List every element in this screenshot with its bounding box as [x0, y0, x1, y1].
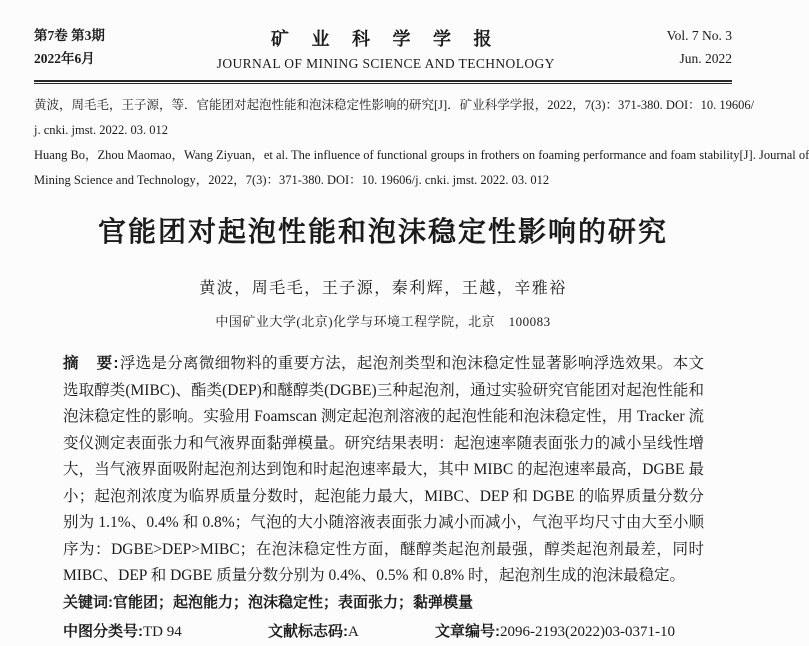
keywords-text: 官能团；起泡能力；泡沫稳定性；表面张力；黏弹模量 [113, 594, 474, 611]
citation-block [34, 93, 809, 193]
date-cn: 2022年6月 [34, 51, 95, 66]
keywords-line [63, 590, 704, 617]
journal-title-block [105, 24, 667, 72]
journal-title-cn: 矿 业 科 学 学 报 [270, 29, 501, 49]
clc-value: TD 94 [143, 623, 182, 640]
article-id-value: 2096-2193(2022)03-0371-10 [500, 623, 675, 640]
journal-title-en: JOURNAL OF MINING SCIENCE AND TECHNOLOGY [216, 56, 555, 71]
doc-code-value: A [348, 623, 359, 640]
citation-cn-line1: 黄波，周毛毛，王子源，等．官能团对起泡性能和泡沫稳定性影响的研究[J]．矿业科学学报，2022，7(3)：371-380. DOI：10. 19606/ [34, 98, 755, 112]
affiliation-line: 中国矿业大学(北京)化学与环境工程学院，北京 100083 [215, 314, 551, 329]
doc-code-item [268, 618, 435, 646]
abstract-text: 浮选是分离微细物料的重要方法，起泡剂类型和泡沫稳定性显著影响浮选效果。本文选取醇类(MIBC)、酯类(DEP)和醚醇类(DGBE)三种起泡剂，通过实验研究官能团对起泡性能和泡沫稳定性的影响。实验用 Foamscan 测定起泡剂溶液的起泡性能和泡沫稳定性，用 Tracker 流变仪测定表面张力和气液界面黏弹模量。研究结果表明：起泡速率随表面张力的减小呈线性增大，当气液界面吸附起泡剂达到饱和时起泡速率最大，其中 MIBC 的起泡速率最高，DGBE 最小；起泡剂浓度为临界质量分数时，起泡能力最大，MIBC、DEP 和 DGBE 的临界质量分数分别为 1.1%、0.4% 和 0.8%；气泡的大小随溶液表面张力减小而减小，气泡平均尺寸由大至小顺序为：DGBE>DEP>MIBC；在泡沫稳定性方面，醚醇类起泡剂最强，醇类起泡剂最差，同时 MIBC、DEP 和 DGBE 质量分数分别为 0.4%、0.5% 和 0.8% 时，起泡剂生成的泡沫最稳定。 [63, 355, 704, 584]
keywords-label: 关键词: [63, 594, 113, 611]
citation-cn-line2: j. cnki. jmst. 2022. 03. 012 [34, 123, 169, 137]
doc-code-label: 文献标志码: [268, 622, 348, 640]
abstract-block [63, 351, 704, 646]
abstract-paragraph [63, 351, 704, 590]
clc-label: 中图分类号: [63, 622, 143, 640]
citation-en-line2: Mining Science and Technology，2022，7(3)：371-380. DOI：10. 19606/j. cnki. jmst. 2022. 03. 012 [34, 173, 550, 187]
volume-issue-en: Vol. 7 No. 3 [666, 28, 732, 43]
header-divider-rule [34, 80, 732, 84]
citation-en-line1: Huang Bo，Zhou Maomao，Wang Ziyuan，et al. The influence of functional groups in frothers on foaming performance and foam stability[J]. Journal of [34, 148, 809, 162]
header-volume-issue-cn [34, 24, 105, 70]
article-id-item [435, 618, 675, 646]
abstract-label: 摘 要: [63, 355, 120, 372]
header-volume-issue-en [667, 24, 732, 70]
volume-issue-cn: 第7卷 第3期 [34, 28, 105, 43]
article-title: 官能团对起泡性能和泡沫稳定性影响的研究 [97, 217, 668, 248]
journal-header [34, 24, 732, 72]
authors-line: 黄波，周毛毛，王子源，秦利辉，王越，辛雅裕 [199, 280, 567, 297]
date-en: Jun. 2022 [679, 51, 732, 66]
classification-row [63, 618, 704, 646]
clc-item [63, 618, 268, 646]
article-id-label: 文章编号: [435, 622, 500, 640]
